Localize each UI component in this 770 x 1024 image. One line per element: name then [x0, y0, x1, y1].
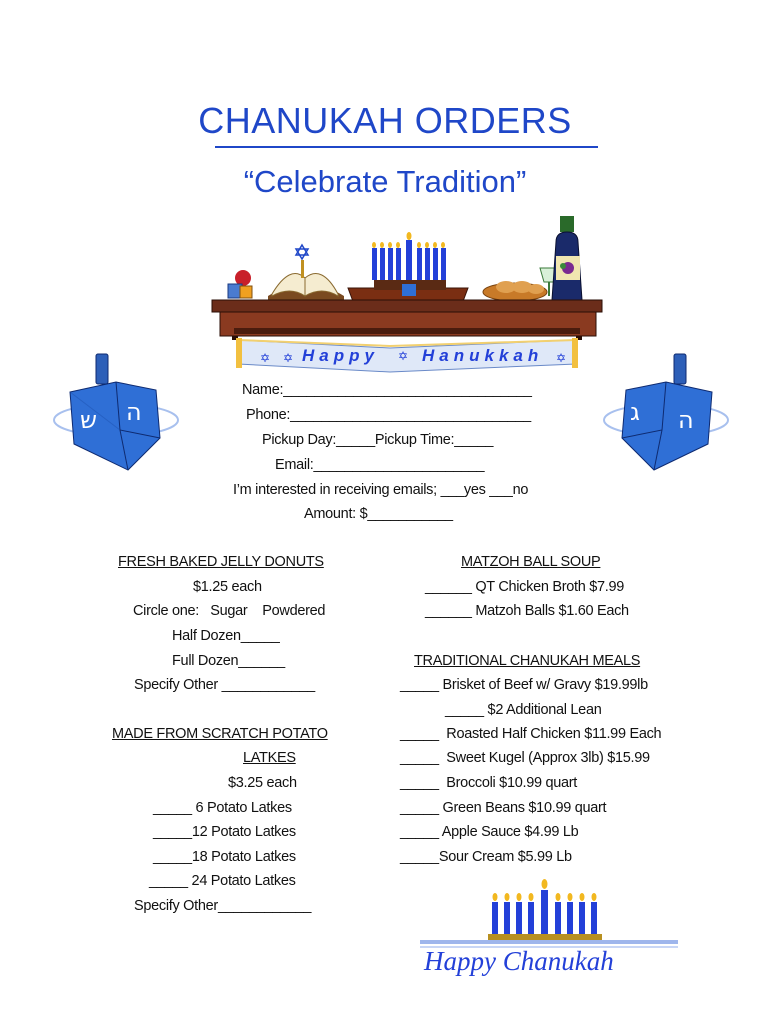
latkes-specify-other[interactable]: Specify Other____________ [134, 898, 312, 914]
meals-item[interactable]: _____ Sweet Kugel (Approx 3lb) $15.99 [400, 750, 650, 766]
menorah-icon [348, 232, 468, 304]
meals-item[interactable]: _____ Apple Sauce $4.99 Lb [400, 824, 579, 840]
menorah-icon [420, 874, 680, 954]
latkes-item[interactable]: _____12 Potato Latkes [153, 824, 296, 840]
pickup-field[interactable]: Pickup Day:_____Pickup Time:_____ [262, 432, 494, 448]
meals-item[interactable]: _____ $2 Additional Lean [445, 702, 602, 718]
meals-item[interactable]: _____Sour Cream $5.99 Lb [400, 849, 572, 865]
donuts-specify-other[interactable]: Specify Other ____________ [134, 677, 315, 693]
latkes-item[interactable]: _____18 Potato Latkes [153, 849, 296, 865]
svg-text:✡: ✡ [556, 351, 567, 365]
meals-item[interactable]: _____ Green Beans $10.99 quart [400, 800, 607, 816]
book-icon [268, 245, 344, 302]
shelf-illustration [210, 212, 605, 387]
svg-text:✡: ✡ [260, 351, 271, 365]
soup-item[interactable]: ______ Matzoh Balls $1.60 Each [425, 603, 629, 619]
apples-icon [228, 270, 252, 298]
donuts-full-dozen[interactable]: Full Dozen______ [172, 653, 285, 669]
donuts-heading: FRESH BAKED JELLY DONUTS [118, 554, 324, 570]
meals-heading: TRADITIONAL CHANUKAH MEALS [414, 653, 641, 669]
phone-field[interactable]: Phone:_______________________________ [246, 407, 531, 423]
latkes-price: $3.25 each [228, 775, 297, 791]
svg-text:ה: ה [678, 406, 694, 434]
email-preference-field[interactable]: I’m interested in receiving emails; ___yes ___no [233, 482, 529, 498]
wine-bottle-icon [540, 216, 582, 300]
page-subtitle: “Celebrate Tradition” [243, 164, 527, 199]
donuts-circle-one[interactable]: Circle one: Sugar Powdered [133, 603, 326, 619]
dreidel-icon [596, 352, 726, 472]
page-title: CHANUKAH ORDERS [198, 100, 572, 141]
latkes-heading: MADE FROM SCRATCH POTATO [112, 726, 328, 742]
latkes-heading-2: LATKES [243, 750, 296, 766]
donuts-half-dozen[interactable]: Half Dozen_____ [172, 628, 280, 644]
banner-word-happy: Happy [302, 346, 379, 365]
amount-field[interactable]: Amount: $___________ [304, 506, 453, 522]
dreidel-icon [56, 352, 186, 472]
latkes-item[interactable]: _____ 24 Potato Latkes [149, 873, 296, 889]
soup-heading: MATZOH BALL SOUP [461, 554, 601, 570]
svg-text:✡: ✡ [283, 351, 294, 365]
donuts-price: $1.25 each [193, 579, 262, 595]
email-field[interactable]: Email:______________________ [275, 457, 485, 473]
soup-item[interactable]: ______ QT Chicken Broth $7.99 [425, 579, 625, 595]
meals-item[interactable]: _____ Brisket of Beef w/ Gravy $19.99lb [400, 677, 648, 693]
banner-word-hanukkah: Hanukkah [422, 346, 544, 365]
latkes-item[interactable]: _____ 6 Potato Latkes [153, 800, 292, 816]
svg-text:ש: ש [80, 406, 98, 434]
svg-text:ג: ג [630, 398, 640, 426]
meals-item[interactable]: _____ Roasted Half Chicken $11.99 Each [400, 726, 662, 742]
footer-greeting: Happy Chanukah [424, 946, 614, 976]
svg-text:✡: ✡ [398, 349, 409, 363]
challah-icon [483, 281, 547, 301]
meals-item[interactable]: _____ Broccoli $10.99 quart [400, 775, 578, 791]
name-field[interactable]: Name:________________________________ [242, 382, 532, 398]
title-underline [215, 146, 598, 148]
svg-text:ה: ה [126, 398, 142, 426]
